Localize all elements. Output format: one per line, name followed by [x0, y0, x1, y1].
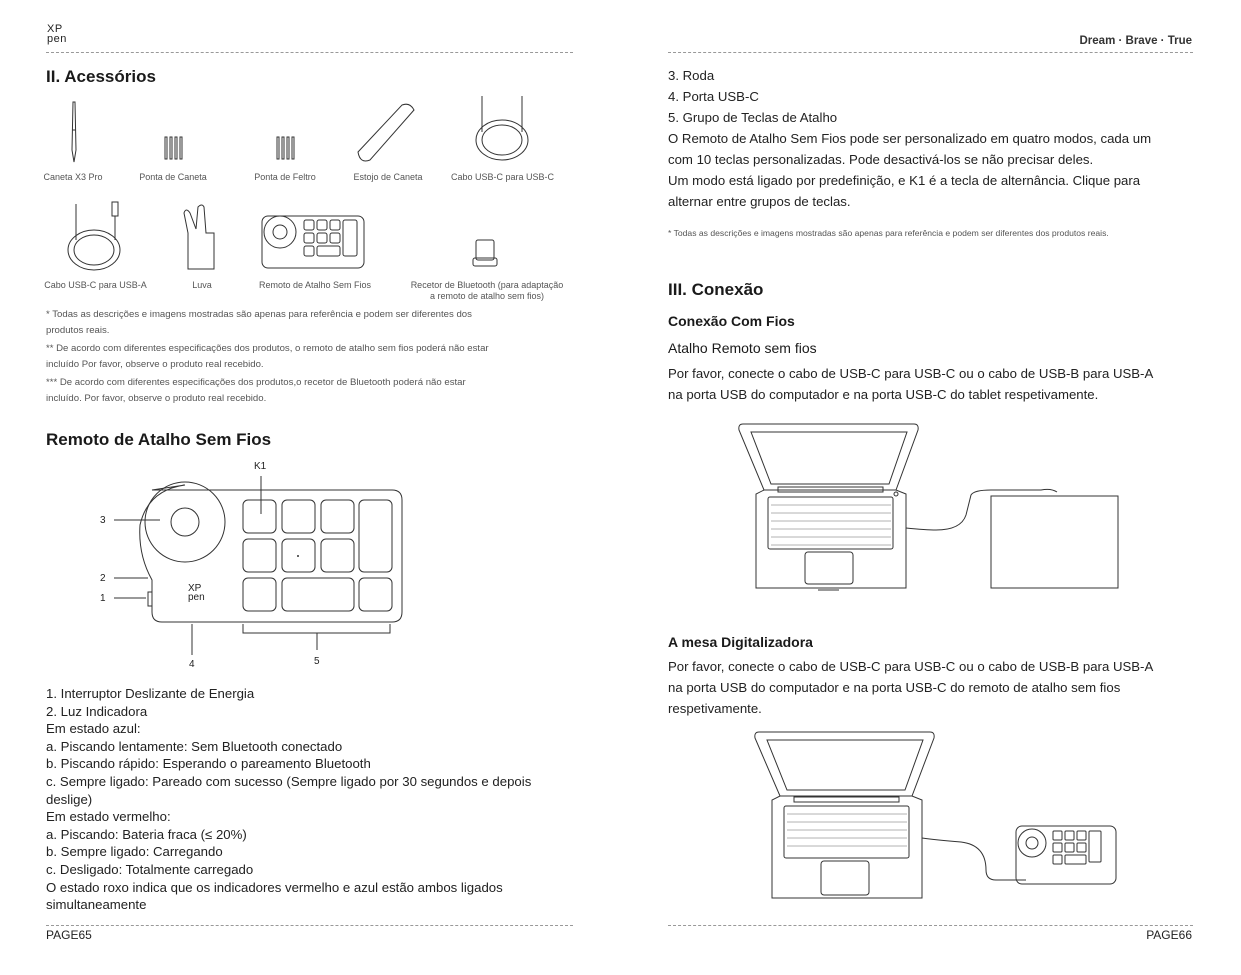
page-right: [621, 0, 1241, 975]
diagram-label-5: 5: [314, 656, 320, 667]
tablet-instructions: Por favor, conecte o cabo de USB-C para USB-C ou o cabo de USB-B para USB-A na porta USB do computador e na porta USB-C do remoto de atalho sem fios respetivamente.: [668, 659, 1154, 716]
accessory-label: Cabo USB-C para USB-A: [44, 280, 147, 290]
list-item: a. Piscando: Bateria fraca (≤ 20%): [46, 826, 247, 842]
diagram-label-1: 1: [100, 593, 106, 604]
footnote: *** De acordo com diferentes especificações dos produtos,o recetor de Bluetooth poderá não estar incluído. Por favor, observe o produto real recebido.: [46, 377, 466, 404]
tagline: Dream · Brave · True: [1079, 35, 1192, 47]
page-number: PAGE65: [46, 928, 92, 942]
tablet-title: A mesa Digitalizadora: [668, 634, 813, 650]
footnote: * Todas as descrições e imagens mostradas são apenas para referência e podem ser diferentes dos produtos reais.: [46, 309, 472, 336]
list-item: a. Piscando lentamente: Sem Bluetooth conectado: [46, 738, 343, 754]
laptop-tablet-diagram: [621, 0, 1241, 975]
list-item: b. Sempre ligado: Carregando: [46, 844, 223, 860]
remote-subtitle: Atalho Remoto sem fios: [668, 340, 817, 356]
accessory-label-bluetooth: Recetor de Bluetooth (para adaptação a remoto de atalho sem fios): [410, 280, 564, 301]
accessory-label: Remoto de Atalho Sem Fios: [258, 280, 372, 290]
footer-divider: [668, 925, 1193, 926]
diagram-label-4: 4: [189, 659, 195, 670]
intro-text: 3. Roda 4. Porta USB-C 5. Grupo de Teclas de Atalho O Remoto de Atalho Sem Fios pode ser personalizado em quatro modos, cada um com 10 teclas personalizadas. Pode desactivá-los se não precisar deles. Um modo está ligado por predefinição, e K1 é a tecla de alternância. Clique para alternar entre grupos de teclas.: [668, 68, 1152, 209]
list-item: c. Sempre ligado: Pareado com sucesso (Sempre ligado por 30 segundos e depois: [46, 773, 532, 789]
accessories-title: II. Acessórios: [46, 67, 156, 86]
indicator-list: [46, 685, 586, 914]
connection-title: III. Conexão: [668, 280, 764, 299]
list-item: Em estado azul:: [46, 721, 141, 737]
accessory-label: Luva: [192, 280, 212, 290]
list-item: Em estado vermelho:: [46, 809, 171, 825]
list-item: 2. Luz Indicadora: [46, 703, 148, 719]
diagram-label-k1: K1: [254, 461, 267, 472]
diagram-label-3: 3: [100, 515, 106, 526]
accessory-label: Cabo USB-C para USB-C: [450, 172, 555, 182]
remote-logo: XP pen: [188, 583, 205, 603]
list-item: deslige): [46, 791, 93, 807]
accessory-label: Caneta X3 Pro: [43, 172, 103, 182]
accessory-label: Ponta de Caneta: [139, 172, 207, 182]
remote-instructions: Por favor, conecte o cabo de USB-C para USB-C ou o cabo de USB-B para USB-A na porta USB do computador e na porta USB-C do tablet respetivamente.: [668, 366, 1154, 402]
page-number: PAGE66: [1146, 928, 1192, 942]
wired-title: Conexão Com Fios: [668, 313, 795, 329]
disclaimer-note: * Todas as descrições e imagens mostradas são apenas para referência e podem ser diferentes dos produtos reais.: [668, 228, 1109, 238]
list-item: c. Desligado: Totalmente carregado: [46, 861, 254, 877]
list-item: 1. Interruptor Deslizante de Energia: [46, 686, 255, 701]
remote-diagram: [0, 0, 620, 700]
list-item: O estado roxo indica que os indicadores vermelho e azul estão ambos ligados: [46, 879, 503, 895]
footer-divider: [46, 925, 573, 926]
remote-title: Remoto de Atalho Sem Fios: [46, 430, 272, 449]
list-item: simultaneamente: [46, 897, 147, 913]
list-item: b. Piscando rápido: Esperando o pareamento Bluetooth: [46, 756, 371, 772]
accessory-label: Ponta de Feltro: [254, 172, 316, 182]
accessory-label: Estojo de Caneta: [353, 172, 423, 182]
page-left: [0, 0, 620, 975]
footnote: ** De acordo com diferentes especificações dos produtos, o remoto de atalho sem fios poderá não estar incluído Por favor, observe o produto real recebido.: [46, 343, 489, 370]
xppen-logo: XP pen: [47, 23, 67, 45]
diagram-label-2: 2: [100, 573, 106, 584]
